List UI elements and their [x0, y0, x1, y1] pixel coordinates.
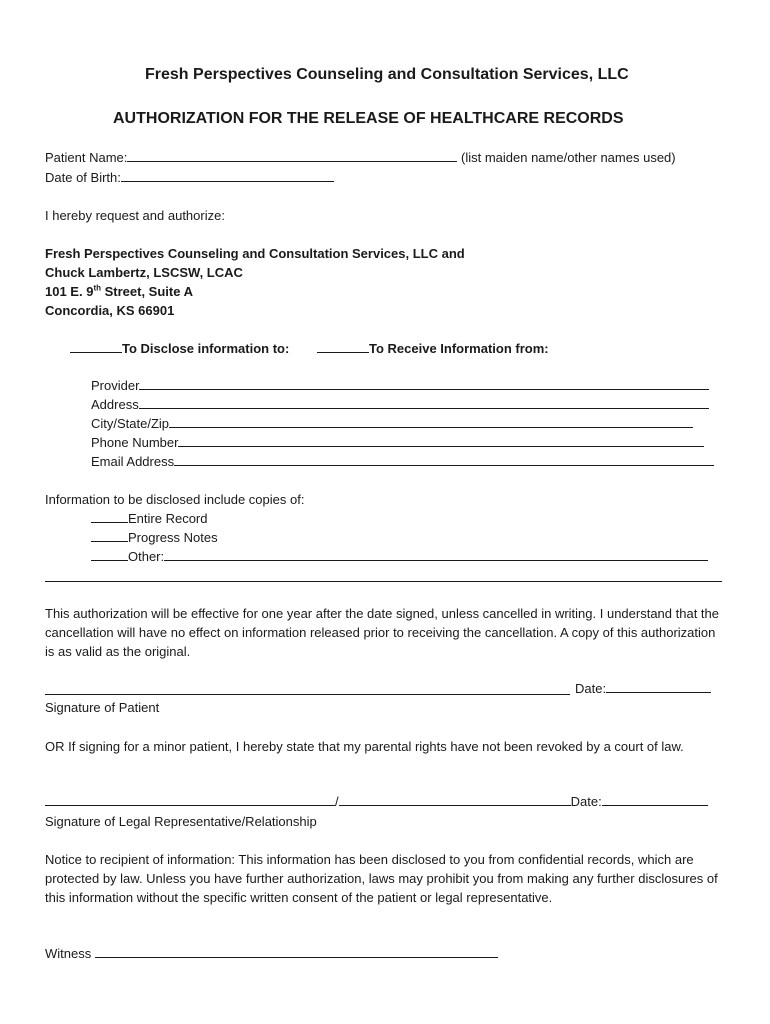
- disclose-option: [70, 340, 289, 358]
- witness-field[interactable]: [95, 945, 498, 958]
- dob-row: [45, 169, 334, 187]
- progress-notes-option: [91, 529, 218, 547]
- witness-row: [45, 945, 498, 963]
- address-label: Address: [91, 397, 139, 412]
- info-label: Information to be disclosed include copies of:: [45, 492, 305, 507]
- patient-date-field[interactable]: [606, 680, 711, 693]
- request-text: I hereby request and authorize:: [45, 208, 225, 223]
- minor-paragraph: OR If signing for a minor patient, I hereby state that my parental rights have not been revoked by a court of law.: [45, 739, 684, 754]
- other-label: Other:: [128, 549, 165, 564]
- address-number: 101 E. 9: [45, 284, 94, 299]
- dob-label: Date of Birth:: [45, 170, 121, 185]
- rep-signature-line[interactable]: [45, 793, 335, 806]
- provider-row: [91, 377, 709, 395]
- city-row: [91, 415, 693, 433]
- phone-row: [91, 434, 704, 452]
- email-label: Email Address: [91, 454, 175, 469]
- receive-label: To Receive Information from:: [369, 341, 549, 356]
- rep-date-label: Date:: [570, 794, 602, 809]
- provider-line-1: Fresh Perspectives Counseling and Consultation Services, LLC and: [45, 246, 465, 261]
- patient-date-row: [575, 680, 711, 698]
- disclose-label: To Disclose information to:: [122, 341, 290, 356]
- patient-signature-line[interactable]: [45, 694, 570, 695]
- rep-signature-caption: Signature of Legal Representative/Relationship: [45, 814, 317, 829]
- city-label: City/State/Zip: [91, 416, 170, 431]
- address-row: [91, 396, 709, 414]
- other-option: [91, 548, 708, 566]
- provider-line-3: [45, 283, 193, 301]
- patient-name-label: Patient Name:: [45, 150, 128, 165]
- progress-notes-label: Progress Notes: [128, 530, 218, 545]
- effective-paragraph: This authorization will be effective for one year after the date signed, unless cancelled in writing. I understand that the cancellation will have no effect on information released prior to receiving the cancellation. A copy of this authorization is as valid as the original.: [45, 606, 719, 659]
- provider-label: Provider: [91, 378, 140, 393]
- rep-signature-row: [45, 793, 708, 811]
- address-street: Street, Suite A: [101, 284, 193, 299]
- other-field[interactable]: [164, 548, 708, 561]
- witness-label: Witness: [45, 946, 92, 961]
- notice-paragraph: Notice to recipient of information: This information has been disclosed to you from confidential records, which are protected by law. Unless you have further authorization, laws may prohibit you from making any further disclosures of this information without the specific written consent of the patient or legal representative.: [45, 852, 718, 905]
- receive-option: [317, 340, 549, 358]
- entire-record-checkline[interactable]: [91, 510, 128, 523]
- form-title: AUTHORIZATION FOR THE RELEASE OF HEALTHCARE RECORDS: [113, 110, 624, 127]
- entire-record-label: Entire Record: [128, 511, 208, 526]
- receive-checkline[interactable]: [317, 340, 369, 353]
- email-row: [91, 453, 714, 471]
- phone-label: Phone Number: [91, 435, 179, 450]
- progress-notes-checkline[interactable]: [91, 529, 128, 542]
- email-field[interactable]: [174, 453, 714, 466]
- patient-name-note: (list maiden name/other names used): [461, 150, 676, 165]
- provider-field[interactable]: [139, 377, 709, 390]
- patient-name-row: [45, 149, 676, 167]
- patient-signature-caption: Signature of Patient: [45, 700, 160, 715]
- address-field[interactable]: [139, 396, 709, 409]
- provider-line-2: Chuck Lambertz, LSCSW, LCAC: [45, 265, 243, 280]
- rep-slash: /: [335, 794, 339, 809]
- rep-date-field[interactable]: [602, 793, 708, 806]
- patient-date-label: Date:: [575, 681, 607, 696]
- entire-record-option: [91, 510, 207, 528]
- dob-field[interactable]: [121, 169, 334, 182]
- city-field[interactable]: [169, 415, 693, 428]
- company-name: Fresh Perspectives Counseling and Consultation Services, LLC: [145, 66, 629, 83]
- provider-line-4: Concordia, KS 66901: [45, 303, 175, 318]
- relationship-line[interactable]: [339, 793, 571, 806]
- other-continuation-line[interactable]: [45, 581, 722, 582]
- address-superscript: th: [93, 283, 101, 293]
- disclose-checkline[interactable]: [70, 340, 122, 353]
- patient-name-field[interactable]: [127, 149, 457, 162]
- other-checkline[interactable]: [91, 548, 128, 561]
- phone-field[interactable]: [178, 434, 704, 447]
